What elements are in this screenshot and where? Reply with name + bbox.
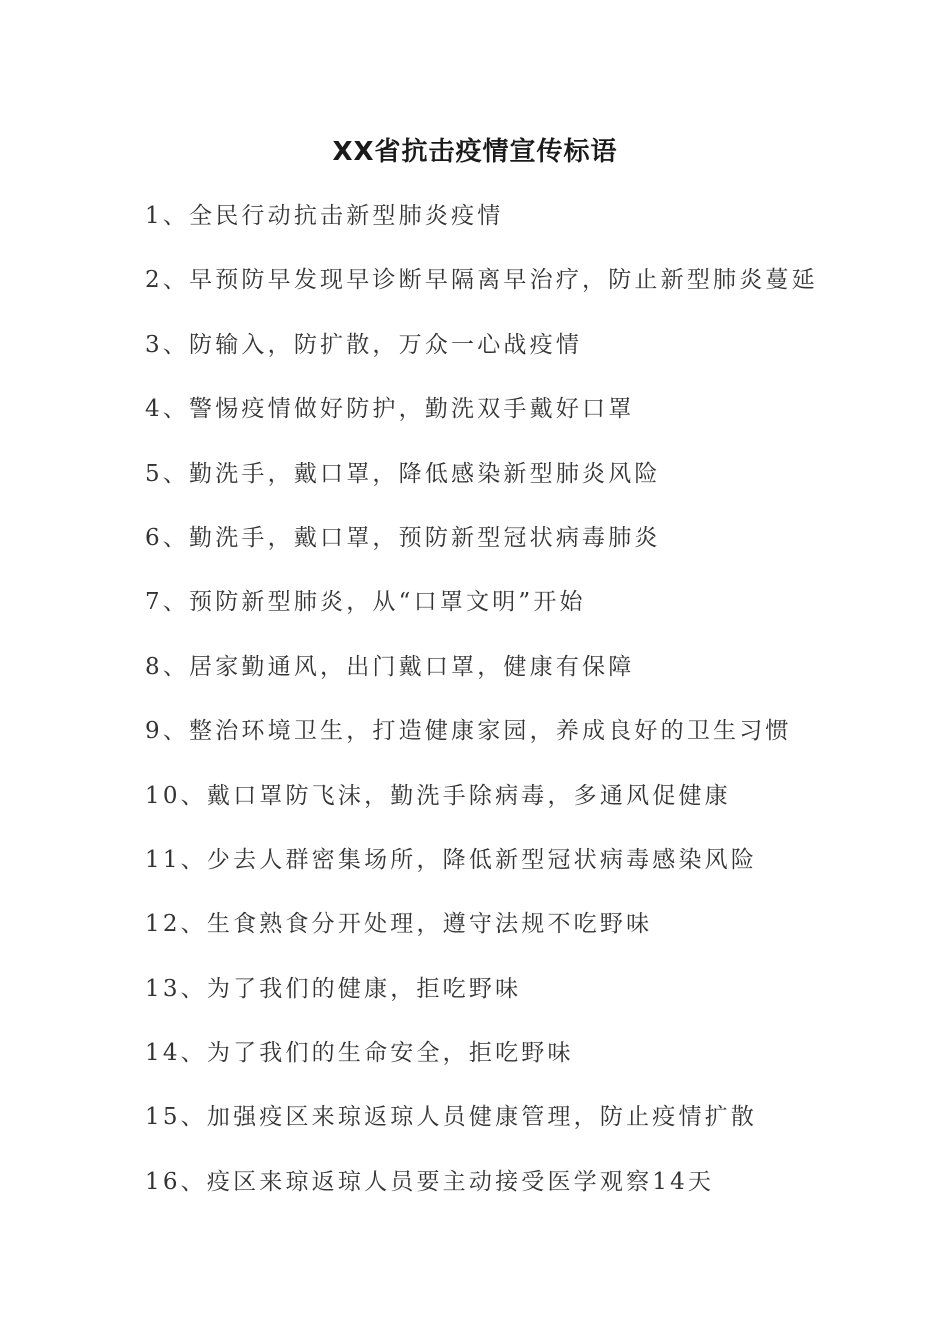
slogan-item: 11、少去人群密集场所，降低新型冠状病毒感染风险 <box>145 846 758 873</box>
slogan-item: 12、生食熟食分开处理，遵守法规不吃野味 <box>145 911 653 938</box>
document-title: XX省抗击疫情宣传标语 <box>332 137 618 167</box>
slogan-item: 13、为了我们的健康，拒吃野味 <box>145 975 522 1002</box>
slogan-list <box>145 196 925 1226</box>
slogan-item: 1、全民行动抗击新型肺炎疫情 <box>145 203 504 229</box>
slogan-item: 9、整治环境卫生，打造健康家园，养成良好的卫生习惯 <box>145 718 792 745</box>
slogan-item: 10、戴口罩防飞沫，勤洗手除病毒，多通风促健康 <box>145 782 731 809</box>
slogan-item: 14、为了我们的生命安全，拒吃野味 <box>145 1040 574 1067</box>
slogan-item: 7、预防新型肺炎，从“口罩文明”开始 <box>145 589 586 616</box>
slogan-item: 2、早预防早发现早诊断早隔离早治疗，防止新型肺炎蔓延 <box>145 267 818 294</box>
slogan-item: 3、防输入，防扩散，万众一心战疫情 <box>145 331 583 358</box>
slogan-item: 4、警惕疫情做好防护，勤洗双手戴好口罩 <box>145 396 635 423</box>
slogan-item: 15、加强疫区来琼返琼人员健康管理，防止疫情扩散 <box>145 1104 758 1131</box>
slogan-item: 16、疫区来琼返琼人员要主动接受医学观察14天 <box>145 1168 715 1195</box>
slogan-item: 8、居家勤通风，出门戴口罩，健康有保障 <box>145 653 635 680</box>
slogan-item: 5、勤洗手，戴口罩，降低感染新型肺炎风险 <box>145 460 661 487</box>
slogan-item: 6、勤洗手，戴口罩，预防新型冠状病毒肺炎 <box>145 524 661 551</box>
